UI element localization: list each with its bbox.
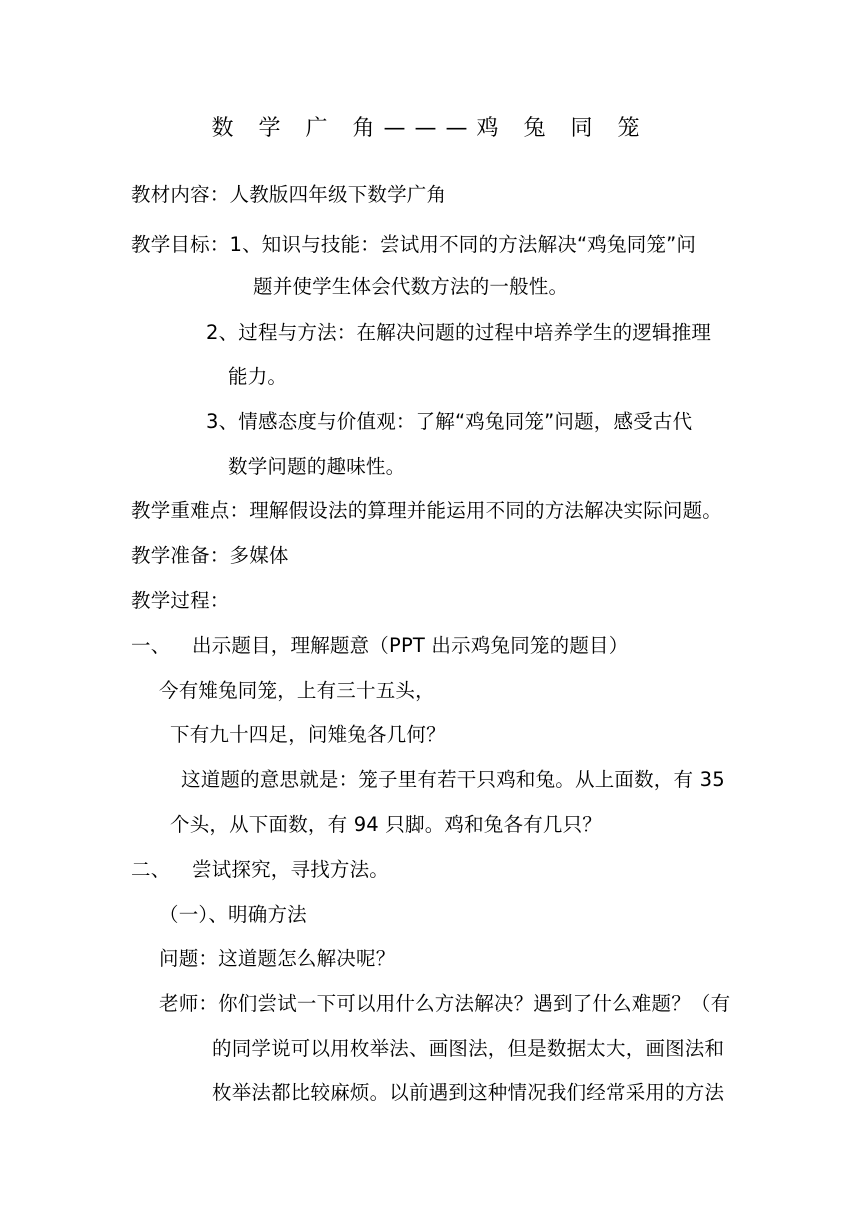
explanation-line-1: 这道题的意思就是：笼子里有若干只鸡和兔。从上面数，有 35 (181, 768, 725, 791)
teacher-line-2: 的同学说可以用枚举法、画图法，但是数据太大，画图法和 (212, 1037, 725, 1060)
section-number-1: 一、 (131, 634, 171, 657)
text-line-process-method: 2、过程与方法：在解决问题的过程中培养学生的逻辑推理 (206, 321, 712, 344)
text-line-objectives-cont: 题并使学生体会代数方法的一般性。 (253, 275, 569, 298)
problem-line-1: 今有雉兔同笼，上有三十五头， (159, 679, 435, 702)
section-heading-2: 尝试探究，寻找方法。 (192, 858, 390, 881)
section-heading-1: 出示题目，理解题意（PPT 出示鸡兔同笼的题目） (192, 634, 629, 657)
section-number-2: 二、 (131, 858, 171, 881)
explanation-line-2: 个头，从下面数，有 94 只脚。鸡和兔各有几只？ (170, 813, 603, 836)
problem-line-2: 下有九十四足，问雉兔各几何？ (170, 723, 446, 746)
subsection-heading: （一）、明确方法 (159, 903, 307, 926)
question-line: 问题：这道题怎么解决呢？ (159, 947, 396, 970)
text-line-objectives: 教学目标：1、知识与技能：尝试用不同的方法解决“鸡兔同笼”问 (131, 233, 697, 256)
text-line-key-points: 教学重难点：理解假设法的算理并能运用不同的方法解决实际问题。 (131, 499, 723, 522)
document-title: 数 学 广 角———鸡 兔 同 笼 (211, 116, 649, 141)
text-line-process-heading: 教学过程： (131, 589, 230, 612)
teacher-line-1: 老师：你们尝试一下可以用什么方法解决？遇到了什么难题？（有 (159, 992, 731, 1015)
text-line-emotion: 3、情感态度与价值观：了解“鸡兔同笼”问题，感受古代 (206, 410, 693, 433)
text-line-material: 教材内容：人教版四年级下数学广角 (131, 183, 447, 206)
text-line-process-method-cont: 能力。 (228, 365, 288, 388)
text-line-emotion-cont: 数学问题的趣味性。 (228, 455, 406, 478)
teacher-line-3: 枚举法都比较麻烦。以前遇到这种情况我们经常采用的方法 (212, 1081, 725, 1104)
text-line-preparation: 教学准备：多媒体 (131, 544, 289, 567)
